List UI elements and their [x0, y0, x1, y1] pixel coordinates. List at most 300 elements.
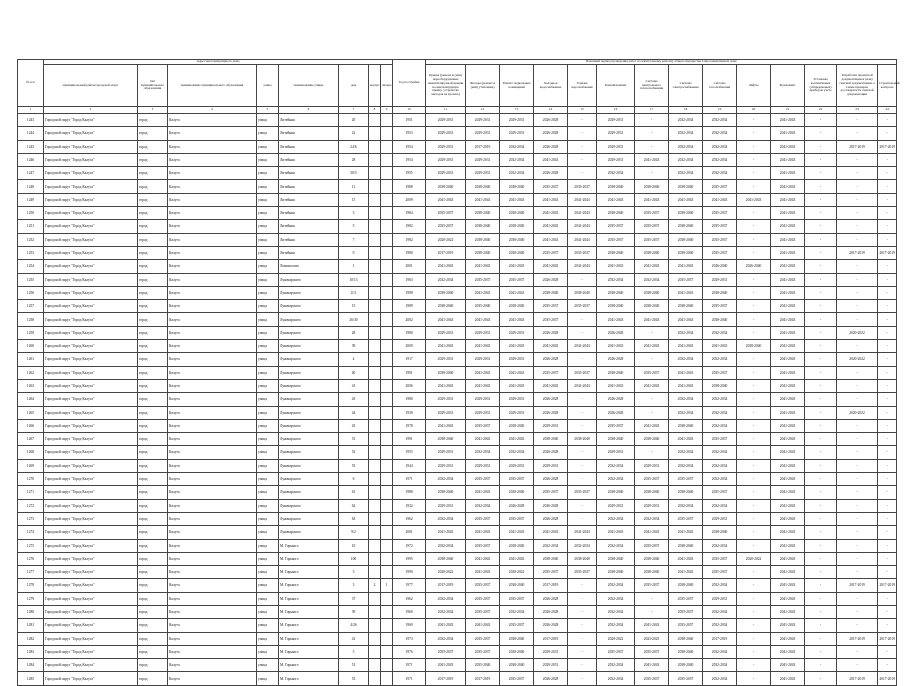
cell-foundation: 2041-2043: [771, 313, 805, 326]
cell-facade: 2035-2037: [466, 632, 500, 645]
cell-letter: [381, 127, 393, 140]
cell-foundation: 2041-2043: [771, 127, 805, 140]
cell-supervision: -: [878, 340, 897, 353]
cell-year-built: 1963: [393, 273, 426, 286]
cell-foundation: 2041-2043: [771, 566, 805, 579]
cell-gas: 2029-2031: [703, 273, 737, 286]
cell-building: [369, 153, 381, 166]
cell-metering: -: [805, 393, 837, 406]
cell-supervision: 2017-2019: [878, 246, 897, 259]
cell-heating: 2035-2037: [635, 672, 669, 685]
cell-street-name: Луначарского: [279, 353, 339, 366]
cell-lifts: -: [737, 632, 771, 645]
column-number: 14: [534, 107, 568, 114]
cell-district: Городской округ "Город Калуга": [44, 446, 138, 459]
cell-facade: 2041-2043: [466, 526, 500, 539]
cell-supervision: -: [878, 300, 897, 313]
cell-gas: 2029-2031: [703, 512, 737, 525]
cell-street-type: улица: [257, 526, 279, 539]
cell-heating: 2038-2040: [635, 552, 669, 565]
cell-foundation: 2041-2043: [771, 193, 805, 206]
cell-lifts: -: [737, 167, 771, 180]
cell-settlement: Калуга: [168, 260, 257, 273]
cell-district: Городской округ "Город Калуга": [44, 539, 138, 552]
column-number: 5: [257, 107, 279, 114]
cell-metering: -: [805, 459, 837, 472]
cell-heating: -: [635, 592, 669, 605]
cell-row-number: 1280: [18, 605, 44, 618]
cell-heating: -: [635, 127, 669, 140]
cell-roof: 2041-2043: [426, 260, 466, 273]
cell-supervision: -: [878, 286, 897, 299]
cell-basement: 2041-2043: [500, 340, 534, 353]
cell-lifts: -: [737, 459, 771, 472]
cell-building: [369, 393, 381, 406]
cell-year-built: 1971: [393, 473, 426, 486]
cell-facade: 2041-2043: [466, 340, 500, 353]
cell-power: 2038-2040: [669, 645, 703, 658]
cell-hot-water: 2035-2037: [568, 180, 597, 193]
cell-district: Городской округ "Город Калуга": [44, 153, 138, 166]
cell-house: 41: [339, 632, 369, 645]
cell-basement: 2041-2043: [500, 379, 534, 392]
cell-year-built: 1978: [393, 419, 426, 432]
cell-cold-water: 2026-2028: [534, 127, 568, 140]
table-row: [18, 140, 897, 153]
header-group-address: Адрес многоквартирного дома: [44, 60, 393, 65]
cell-facade: 2038-2040: [466, 180, 500, 193]
cell-roof: 2041-2043: [426, 419, 466, 432]
cell-metering: -: [805, 659, 837, 672]
cell-cold-water: 2041-2043: [534, 233, 568, 246]
cell-settlement: Калуга: [168, 153, 257, 166]
cell-street-type: улица: [257, 220, 279, 233]
cell-design-docs: -: [837, 233, 878, 246]
cell-hot-water: 2041-2043: [568, 193, 597, 206]
cell-roof: 2038-2040: [426, 300, 466, 313]
table-row: [18, 619, 897, 632]
cell-supervision: -: [878, 233, 897, 246]
column-number: 19: [703, 107, 737, 114]
cell-year-built: 1990: [393, 566, 426, 579]
cell-power: 2038-2040: [669, 180, 703, 193]
cell-foundation: 2041-2043: [771, 579, 805, 592]
cell-roof: 2032-2034: [426, 632, 466, 645]
cell-building: [369, 526, 381, 539]
table-row: [18, 526, 897, 539]
cell-settlement: Калуга: [168, 433, 257, 446]
cell-letter: [381, 486, 393, 499]
cell-street-type: улица: [257, 645, 279, 658]
cell-hot-water: -: [568, 672, 597, 685]
cell-year-built: 1973: [393, 632, 426, 645]
cell-street-name: Луначарского: [279, 313, 339, 326]
cell-building: [369, 313, 381, 326]
cell-building: [369, 286, 381, 299]
cell-gas: 2026-2040: [703, 260, 737, 273]
cell-settlement: Калуга: [168, 526, 257, 539]
column-number: 12: [466, 107, 500, 114]
cell-building: [369, 512, 381, 525]
cell-foundation: 2041-2043: [771, 220, 805, 233]
cell-design-docs: -: [837, 286, 878, 299]
cell-letter: [381, 180, 393, 193]
cell-basement: 2038-2040: [500, 180, 534, 193]
cell-row-number: 1272: [18, 499, 44, 512]
cell-power: 2038-2040: [669, 632, 703, 645]
cell-cold-water: 2035-2037: [534, 366, 568, 379]
cell-basement: 2029-2031: [500, 459, 534, 472]
cell-foundation: 2041-2043: [771, 233, 805, 246]
cell-municipality-type: город: [138, 552, 168, 565]
cell-roof: 2029-2031: [426, 153, 466, 166]
cell-foundation: 2041-2043: [771, 353, 805, 366]
cell-letter: [381, 433, 393, 446]
cell-power: 2032-2034: [669, 406, 703, 419]
cell-lifts: -: [737, 579, 771, 592]
cell-facade: 2041-2043: [466, 260, 500, 273]
cell-sewer: 2029-2031: [597, 446, 635, 459]
header-street-type: улица: [257, 65, 279, 107]
cell-letter: [381, 366, 393, 379]
cell-street-type: улица: [257, 619, 279, 632]
cell-letter: [381, 446, 393, 459]
cell-metering: -: [805, 526, 837, 539]
cell-hot-water: 2035-2037: [568, 246, 597, 259]
cell-hot-water: 2035-2037: [568, 566, 597, 579]
cell-power: 2041-2043: [669, 552, 703, 565]
cell-street-name: Луначарского: [279, 446, 339, 459]
cell-lifts: -: [737, 379, 771, 392]
cell-building: [369, 246, 381, 259]
cell-hot-water: -: [568, 446, 597, 459]
cell-lifts: -: [737, 153, 771, 166]
cell-building: [369, 632, 381, 645]
cell-hot-water: -: [568, 313, 597, 326]
cell-house: 5: [339, 220, 369, 233]
cell-street-name: М. Горького: [279, 672, 339, 685]
cell-foundation: 2041-2043: [771, 180, 805, 193]
cell-supervision: -: [878, 393, 897, 406]
cell-district: Городской округ "Город Калуга": [44, 433, 138, 446]
cell-gas: 2035-2037: [703, 566, 737, 579]
column-number: 10: [393, 107, 426, 114]
cell-street-type: улица: [257, 326, 279, 339]
cell-street-name: Луначарского: [279, 499, 339, 512]
cell-design-docs: -: [837, 340, 878, 353]
cell-gas: 2032-2034: [703, 579, 737, 592]
table-row: [18, 246, 897, 259]
cell-municipality-type: город: [138, 180, 168, 193]
cell-heating: -: [635, 393, 669, 406]
cell-basement: 2041-2043: [500, 366, 534, 379]
cell-letter: [381, 220, 393, 233]
cell-building: [369, 499, 381, 512]
cell-year-built: 1954: [393, 140, 426, 153]
cell-settlement: Калуга: [168, 659, 257, 672]
cell-roof: 2029-2031: [426, 459, 466, 472]
cell-heating: 2041-2043: [635, 313, 669, 326]
cell-power: 2038-2040: [669, 246, 703, 259]
cell-settlement: Калуга: [168, 233, 257, 246]
cell-letter: [381, 566, 393, 579]
cell-building: [369, 566, 381, 579]
cell-street-name: Луначарского: [279, 393, 339, 406]
cell-power: 2041-2043: [669, 366, 703, 379]
cell-house: 15: [339, 300, 369, 313]
cell-roof: 2020-2022: [426, 566, 466, 579]
cell-letter: [381, 193, 393, 206]
cell-row-number: 1285: [18, 672, 44, 685]
cell-foundation: 2041-2043: [771, 539, 805, 552]
cell-supervision: -: [878, 645, 897, 658]
cell-foundation: 2041-2043: [771, 659, 805, 672]
cell-row-number: 1251: [18, 220, 44, 233]
cell-letter: [381, 419, 393, 432]
cell-settlement: Калуга: [168, 406, 257, 419]
cell-basement: 2032-2034: [500, 605, 534, 618]
cell-municipality-type: город: [138, 273, 168, 286]
cell-building: [369, 433, 381, 446]
table-row: [18, 193, 897, 206]
cell-power: 2041-2043: [669, 433, 703, 446]
cell-lifts: -: [737, 645, 771, 658]
cell-supervision: -: [878, 326, 897, 339]
cell-metering: -: [805, 207, 837, 220]
table-row: [18, 353, 897, 366]
cell-hot-water: -: [568, 459, 597, 472]
cell-settlement: Калуга: [168, 393, 257, 406]
cell-year-built: 1988: [393, 486, 426, 499]
cell-year-built: 2002: [393, 313, 426, 326]
table-row: [18, 473, 897, 486]
cell-metering: -: [805, 473, 837, 486]
cell-lifts: -: [737, 433, 771, 446]
cell-district: Городской округ "Город Калуга": [44, 605, 138, 618]
cell-hot-water: -: [568, 512, 597, 525]
cell-district: Городской округ "Город Калуга": [44, 353, 138, 366]
cell-house: 9/2: [339, 526, 369, 539]
cell-sewer: 2038-2040: [597, 286, 635, 299]
cell-basement: 2032-2034: [500, 153, 534, 166]
cell-heating: 2038-2040: [635, 566, 669, 579]
cell-district: Городской округ "Город Калуга": [44, 393, 138, 406]
cell-row-number: 1277: [18, 566, 44, 579]
cell-street-name: М. Горького: [279, 632, 339, 645]
cell-settlement: Калуга: [168, 473, 257, 486]
cell-letter: [381, 605, 393, 618]
cell-supervision: -: [878, 499, 897, 512]
cell-house: 11: [339, 180, 369, 193]
table-row: [18, 659, 897, 672]
cell-municipality-type: город: [138, 379, 168, 392]
cell-row-number: 1254: [18, 260, 44, 273]
cell-roof: 2017-2019: [426, 579, 466, 592]
cell-power: 2035-2037: [669, 273, 703, 286]
cell-lifts: -: [737, 127, 771, 140]
cell-design-docs: 2020-2022: [837, 326, 878, 339]
cell-foundation: 2041-2043: [771, 340, 805, 353]
cell-street-name: Луначарского: [279, 526, 339, 539]
cell-power: 2032-2034: [669, 499, 703, 512]
cell-sewer: 2026-2028: [597, 326, 635, 339]
cell-letter: [381, 273, 393, 286]
cell-building: [369, 366, 381, 379]
cell-house: 3: [339, 207, 369, 220]
cell-settlement: Калуга: [168, 286, 257, 299]
cell-facade: 2041-2043: [466, 193, 500, 206]
cell-building: [369, 300, 381, 313]
cell-year-built: 1995: [393, 552, 426, 565]
cell-hot-water: -: [568, 273, 597, 286]
cell-lifts: -: [737, 300, 771, 313]
column-number: 3: [138, 107, 168, 114]
cell-heating: -: [635, 326, 669, 339]
cell-building: [369, 193, 381, 206]
cell-street-type: улица: [257, 566, 279, 579]
cell-hot-water: -: [568, 645, 597, 658]
cell-cold-water: 2041-2043: [534, 193, 568, 206]
cell-cold-water: 2035-2037: [534, 313, 568, 326]
cell-house: 26/30: [339, 313, 369, 326]
cell-design-docs: 2017-2019: [837, 246, 878, 259]
cell-hot-water: -: [568, 153, 597, 166]
cell-facade: 2041-2043: [466, 286, 500, 299]
cell-settlement: Калуга: [168, 313, 257, 326]
cell-municipality-type: город: [138, 353, 168, 366]
cell-letter: [381, 512, 393, 525]
cell-cold-water: 2026-2028: [534, 114, 568, 127]
cell-settlement: Калуга: [168, 486, 257, 499]
cell-basement: 2029-2031: [500, 326, 534, 339]
cell-lifts: 2026-2040: [737, 260, 771, 273]
cell-street-type: улица: [257, 140, 279, 153]
cell-district: Городской округ "Город Калуга": [44, 220, 138, 233]
cell-foundation: 2041-2043: [771, 246, 805, 259]
cell-year-built: 1984: [393, 207, 426, 220]
cell-street-name: Литейная: [279, 180, 339, 193]
cell-street-name: Луначарского: [279, 379, 339, 392]
cell-heating: 2041-2043: [635, 340, 669, 353]
cell-basement: 2038-2040: [500, 419, 534, 432]
cell-house: 100: [339, 552, 369, 565]
cell-sewer: 2032-2034: [597, 659, 635, 672]
cell-municipality-type: город: [138, 393, 168, 406]
cell-row-number: 1270: [18, 473, 44, 486]
cell-design-docs: -: [837, 153, 878, 166]
cell-heating: 2035-2037: [635, 207, 669, 220]
cell-cold-water: 2029-2031: [534, 459, 568, 472]
table-row: [18, 167, 897, 180]
cell-sewer: 2035-2037: [597, 645, 635, 658]
cell-foundation: 2041-2043: [771, 552, 805, 565]
cell-metering: -: [805, 619, 837, 632]
cell-building: [369, 220, 381, 233]
cell-design-docs: -: [837, 167, 878, 180]
cell-design-docs: -: [837, 260, 878, 273]
cell-letter: [381, 114, 393, 127]
cell-building: [369, 552, 381, 565]
cell-supervision: -: [878, 379, 897, 392]
cell-street-name: Луначарского: [279, 433, 339, 446]
cell-metering: -: [805, 419, 837, 432]
cell-metering: -: [805, 220, 837, 233]
cell-cold-water: 2026-2028: [534, 273, 568, 286]
cell-house: 37: [339, 592, 369, 605]
cell-design-docs: -: [837, 393, 878, 406]
cell-district: Городской округ "Город Калуга": [44, 140, 138, 153]
table-row: [18, 220, 897, 233]
cell-sewer: 2026-2028: [597, 406, 635, 419]
cell-design-docs: -: [837, 659, 878, 672]
cell-basement: 2026-2028: [500, 499, 534, 512]
column-number: 22: [805, 107, 837, 114]
cell-municipality-type: город: [138, 566, 168, 579]
cell-settlement: Калуга: [168, 246, 257, 259]
cell-heating: 2035-2037: [635, 539, 669, 552]
cell-house: 28: [339, 153, 369, 166]
cell-facade: 2032-2034: [466, 499, 500, 512]
cell-power: 2032-2034: [669, 446, 703, 459]
cell-metering: -: [805, 366, 837, 379]
cell-foundation: 2041-2043: [771, 393, 805, 406]
cell-municipality-type: город: [138, 486, 168, 499]
cell-power: 2041-2043: [669, 566, 703, 579]
cell-year-built: 1976: [393, 645, 426, 658]
column-number: 23: [837, 107, 878, 114]
cell-settlement: Калуга: [168, 566, 257, 579]
cell-year-built: 1930: [393, 406, 426, 419]
table-row: [18, 153, 897, 166]
cell-design-docs: -: [837, 459, 878, 472]
cell-facade: 2038-2040: [466, 207, 500, 220]
cell-building: [369, 233, 381, 246]
cell-district: Городской округ "Город Калуга": [44, 313, 138, 326]
cell-cold-water: 2035-2037: [534, 300, 568, 313]
column-number: 6: [279, 107, 339, 114]
cell-municipality-type: город: [138, 433, 168, 446]
cell-settlement: Калуга: [168, 273, 257, 286]
cell-gas: 2032-2034: [703, 459, 737, 472]
cell-house: 62: [339, 499, 369, 512]
cell-gas: 2032-2034: [703, 140, 737, 153]
cell-basement: 2032-2034: [500, 446, 534, 459]
cell-letter: [381, 499, 393, 512]
cell-cold-water: 2026-2028: [534, 499, 568, 512]
cell-supervision: -: [878, 260, 897, 273]
cell-letter: [381, 246, 393, 259]
cell-power: 2038-2040: [669, 539, 703, 552]
cell-lifts: 2041-2043: [737, 193, 771, 206]
cell-lifts: -: [737, 233, 771, 246]
table-row: [18, 499, 897, 512]
cell-row-number: 1267: [18, 433, 44, 446]
cell-house: 3: [339, 579, 369, 592]
cell-row-number: 1284: [18, 659, 44, 672]
cell-sewer: 2029-2031: [597, 499, 635, 512]
cell-foundation: 2041-2043: [771, 207, 805, 220]
cell-district: Городской округ "Город Калуга": [44, 579, 138, 592]
cell-house: 51: [339, 659, 369, 672]
cell-facade: 2029-2031: [466, 326, 500, 339]
cell-basement: 2038-2040: [500, 220, 534, 233]
cell-foundation: 2041-2043: [771, 366, 805, 379]
cell-street-type: улица: [257, 127, 279, 140]
cell-building: [369, 273, 381, 286]
column-number: 17: [635, 107, 669, 114]
cell-cold-water: 2026-2028: [534, 592, 568, 605]
cell-house: 9: [339, 246, 369, 259]
